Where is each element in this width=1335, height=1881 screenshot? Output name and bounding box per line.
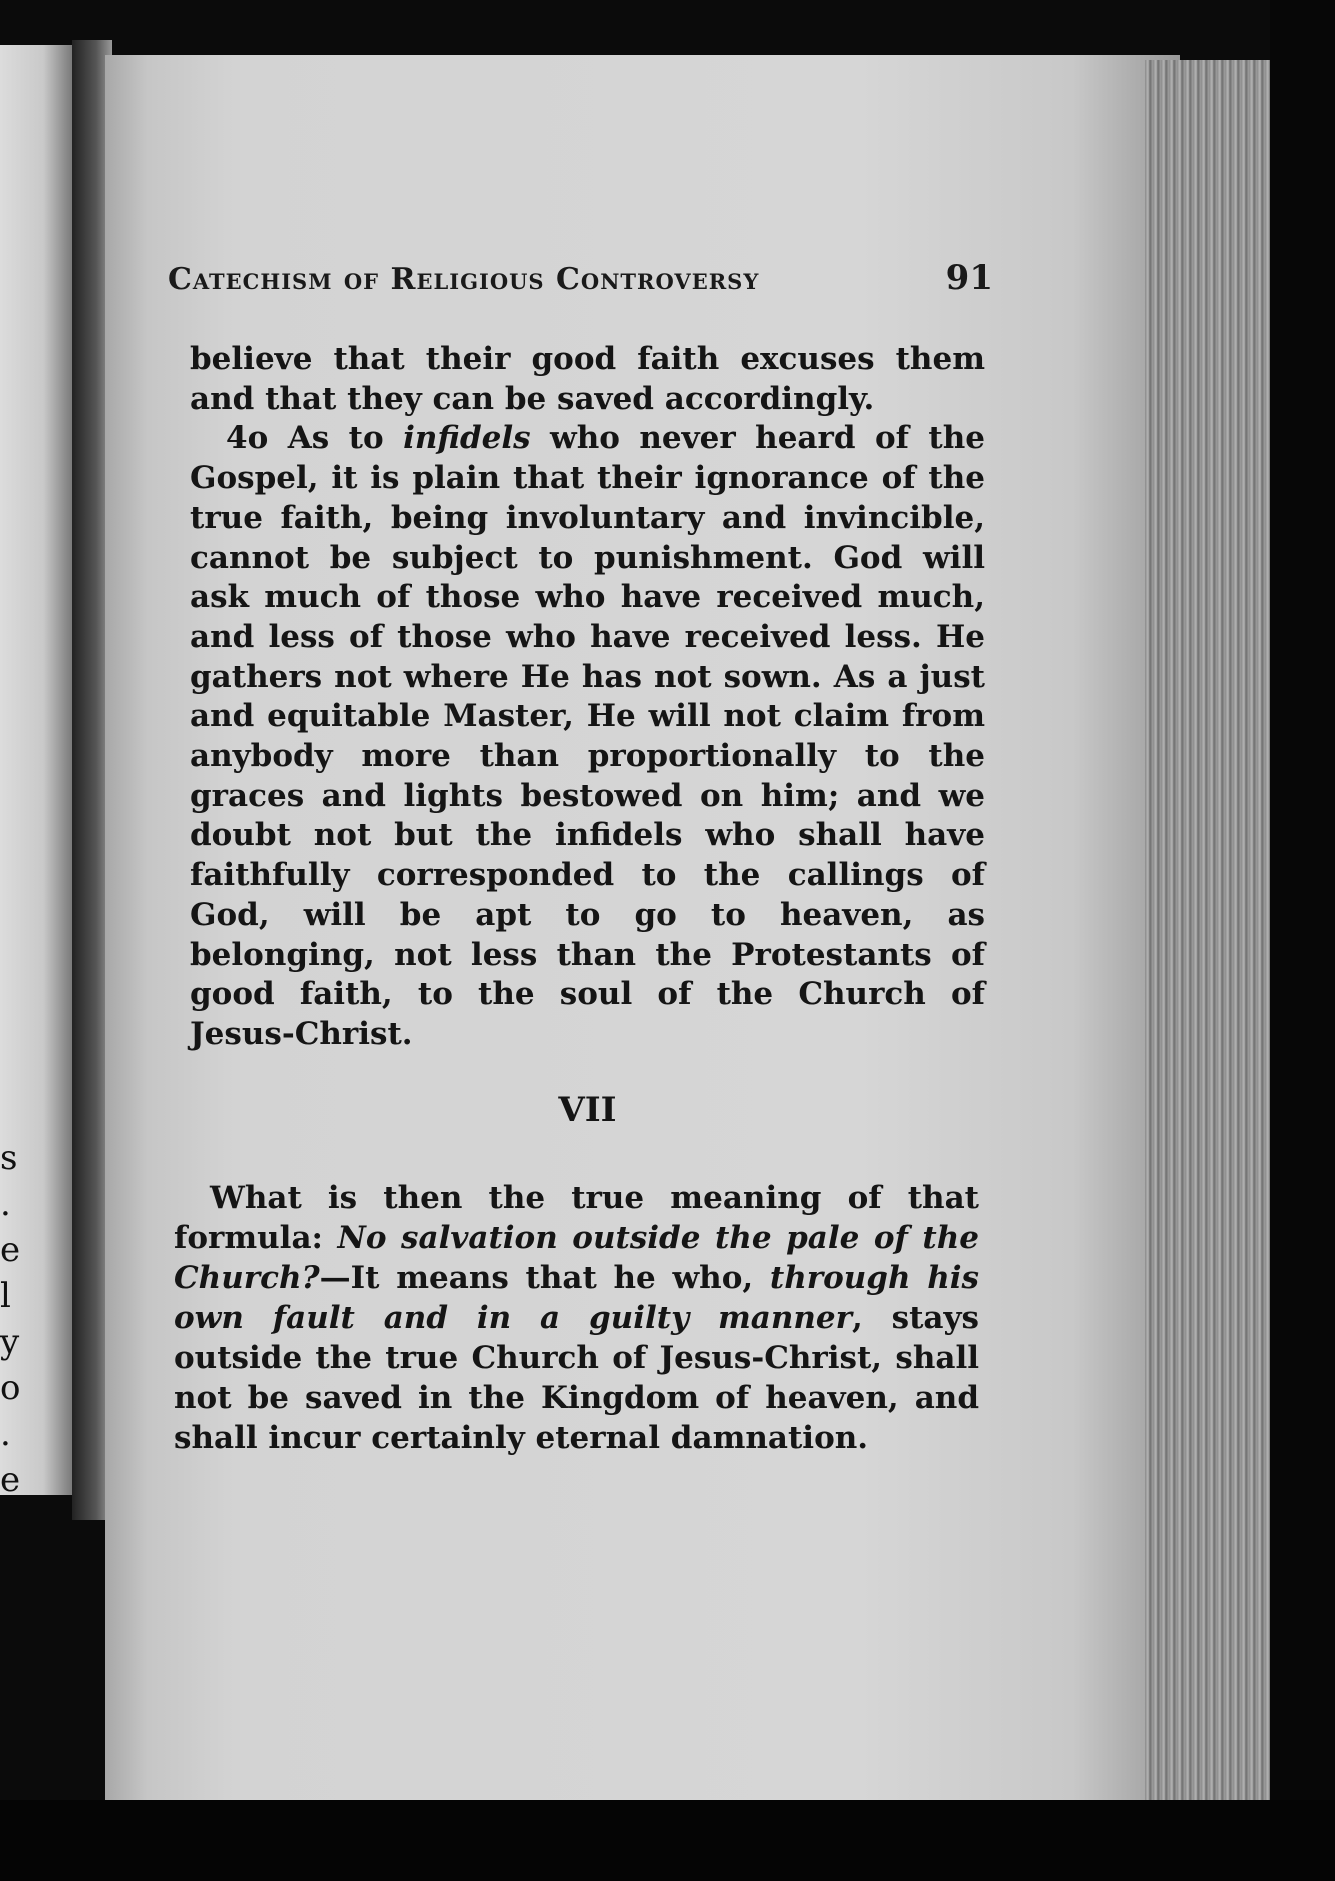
- section-heading: VII: [558, 1090, 617, 1130]
- fault-italic: through his own fault and in a guilty manner: [174, 1260, 979, 1336]
- paragraph-infidels: [190, 419, 985, 1054]
- italic-term: infidels: [403, 420, 531, 457]
- question-answer: [174, 1178, 979, 1458]
- question-paragraph: [174, 1178, 979, 1458]
- answer-rest: , stays outside the true Church of Jesus-Christ, shall not be saved in the Kingdom of heaven, and shall incur certainly eternal damnation.: [174, 1300, 979, 1456]
- formula-italic: No salvation outside the pale of the Church?: [174, 1220, 979, 1296]
- page-number: 91: [945, 258, 993, 298]
- paragraph-body: who never heard of the Gospel, it is plain that their ignorance of the true faith, being involuntary and invincible, cannot be subject to punishment. God will ask much of those who have received much, and less of those who have received less. He gathers not where He has not sown. As a just and equitable Master, He will not claim from anybody more than proportionally to the graces and lights bestowed on him; and we doubt not but the infidels who shall have faithfully corresponded to the callings of God, will be apt to go to heaven, as belonging, not less than the Protestants of good faith, to the soul of the Church of Jesus-Christ.: [190, 420, 985, 1052]
- margin-fragment: e: [0, 1460, 21, 1500]
- body-text: [190, 340, 985, 1055]
- paragraph-continuation: believe that their good faith excuses them and that they can be saved accordingly.: [190, 341, 985, 417]
- margin-fragment: .: [0, 1414, 11, 1454]
- scan-border-right: [1270, 0, 1335, 1881]
- running-header: [168, 258, 993, 298]
- margin-fragment: .: [0, 1184, 11, 1224]
- paragraph-lead: 4o As to: [226, 420, 404, 457]
- margin-fragment: e: [0, 1230, 21, 1270]
- facing-page-fragments: [0, 1135, 20, 1503]
- question-lead: What is then the true meaning of that formula:: [174, 1180, 979, 1256]
- page-edges: [1145, 60, 1270, 1800]
- margin-fragment: s: [0, 1138, 18, 1178]
- answer-lead: —It means that he who,: [319, 1260, 770, 1296]
- running-title: Catechism of Religious Controversy: [168, 262, 760, 297]
- margin-fragment: o: [0, 1368, 21, 1408]
- scan-border-bottom: [0, 1800, 1335, 1881]
- margin-fragment: l: [0, 1276, 11, 1316]
- margin-fragment: y: [0, 1322, 20, 1362]
